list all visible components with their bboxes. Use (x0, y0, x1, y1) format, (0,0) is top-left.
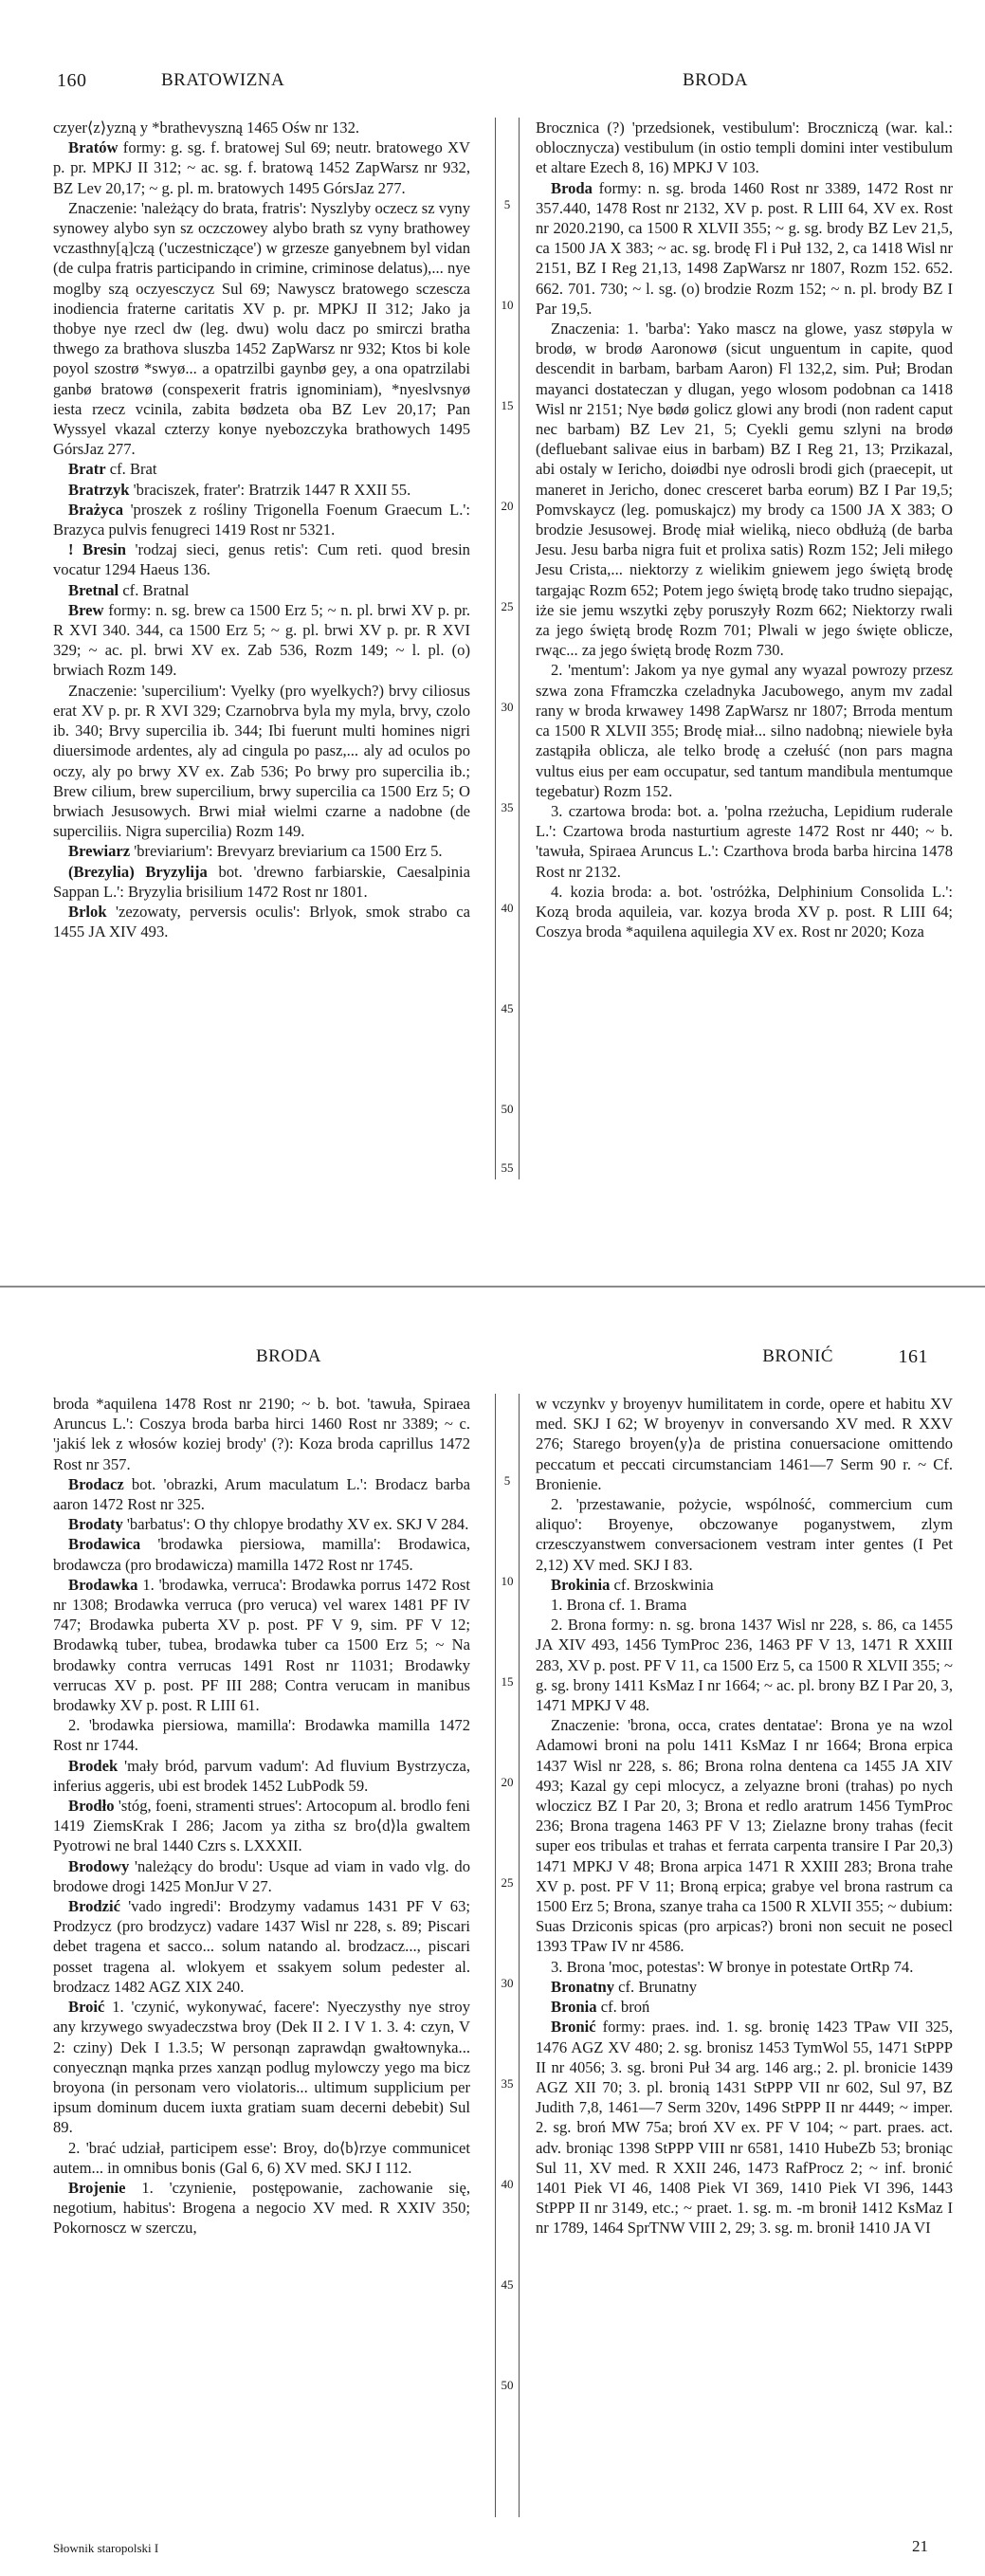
footer-series-title: Słownik staropolski I (53, 2541, 159, 2555)
line-number: 40 (501, 2177, 514, 2191)
line-number: 35 (501, 2076, 514, 2091)
line-number: 10 (501, 298, 514, 312)
page-number: 160 (57, 70, 87, 91)
footer-signature-number: 21 (912, 2537, 928, 2555)
entry-paragraph: broda *aquilena 1478 Rost nr 2190; ~ b. bot. 'tawuła, Spiraea Aruncus L.': Coszya broda barba hirci 1460 Rost nr 3389; ~ c. 'jakiś lek z włosów koziej brody' (?): Koza broda caprillus 1472 Rost nr 357. (53, 1395, 470, 1473)
line-number: 15 (501, 398, 514, 412)
entry-paragraph: Brewiarz 'breviarium': Brevyarz breviarium ca 1500 Erz 5. (68, 842, 443, 861)
entry-paragraph: Brodek 'mały bród, parvum vadum': Ad fluvium Bystrzycza, inferius aggeris, ubi est brodek 1452 LubPodk 59. (53, 1756, 470, 1795)
entry-paragraph: Bretnal cf. Bratnal (68, 580, 190, 599)
entry-paragraph: Brodowy 'należący do brodu': Usque ad viam in vado vlg. do brodowe drogi 1425 MonJur V 27. (53, 1856, 470, 1895)
right-column (536, 1394, 953, 2517)
entry-paragraph: Brojenie 1. 'czynienie, postępowanie, zachowanie się, negotium, habitus': Brogena a negocio XV med. R XXIV 350; Pokornoscz w szerczu, (53, 2178, 470, 2238)
line-number: 20 (501, 1775, 514, 1789)
entry-paragraph: Brażyca 'proszek z rośliny Trigonella Foenum Graecum L.': Brazyca pulvis fenugreci 1419 Rost nr 5321. (53, 500, 470, 539)
entry-paragraph: 2. 'przestawanie, pożycie, wspólność, commercium cum aliquo': Broyenye, obczowanye poganystwem, zlym crzesczyanstwem conversacionem vestram inter gentes (I Pet 2,12) XV med. SKJ I 83. (536, 1495, 953, 1574)
running-head (57, 70, 928, 95)
entry-paragraph: Znaczenie: 'brona, occa, crates dentatae': Brona ye na wzol Adamowi broni na polu 1411 KsMaz I nr 1664; Brona erpica 1437 Wisl nr 228, s. 86; Brona rolna dentena ca 1455 JA XIV 493; Kazal gy cepi mlocycz, a zelyazne broni (trahas) po nych wloczicz BZ I Par 20, 3; Brona et redlo aratrum 1456 TymProc 236; Brona tragena 1463 PF V 13; Zielazne brony trahas (fecit super eos tribulas et trahas et ferrata carpenta transire I Par 20,3) 1471 MPKJ V 48; Brona arpica 1471 R XXIII 283; Brona trahe XV p. post. PF V 11; Broną erpica; grabye vel brona rastrum ca 1500 Erz 5; Brona, szanye traha ca 1500 R XLVII 355; ~ dubium: Suas Drziconis spicas (pro arpicas?) broni non secuit ne posecl 1393 TPaw IV nr 4586. (536, 1716, 953, 1956)
entry-paragraph: Brodawka 1. 'brodawka, verruca': Brodawka porrus 1472 Rost nr 1308; Brodawka verruca (pro veruca) vel warex 1481 PF IV 747; Brodawka puberta XV p. post. PF V 9, sim. PF V 12; Brodawką tuber, tubea, brodawka tuber ca 1500 Erz 5; ~ Na brodawky contra verrucas 1491 Rost nr 11031; Brodawky verrucas XV p. post. PF III 288; Contra verucam in manibus brodawky XV p. post. R LIII 61. (53, 1575, 470, 1715)
entry-paragraph: 2. 'brodawka piersiowa, mamilla': Brodawka mamilla 1472 Rost nr 1744. (53, 1716, 470, 1755)
line-number: 50 (501, 2378, 514, 2392)
running-head-right: BRONIĆ (762, 1346, 833, 1366)
entry-paragraph: 2. 'brać udział, participem esse': Broy, do⟨b⟩rzye communicet autem... in omnibus bonis (Gal 6, 6) XV med. SKJ I 112. (53, 2138, 470, 2177)
entry-paragraph: Brokinia cf. Brzoskwinia (551, 1575, 714, 1594)
line-number: 55 (501, 1160, 514, 1175)
entry-paragraph: 2. Brona formy: n. sg. brona 1437 Wisl nr 228, s. 86, ca 1455 JA XIV 493, 1456 TymProc 236, 1463 PF V 13, 1471 R XXIII 283, XV p. post. PF V 11, ca 1500 Erz 5, ca 1500 R XLVII 355; ~ g. sg. brony 1411 KsMaz I nr 1664; ~ ac. pl. brony BZ I Par 20, 3, 1471 MPKJ V 48. (536, 1616, 953, 1715)
left-column (53, 1394, 470, 2517)
entry-paragraph: 3. czartowa broda: bot. a. 'polna rzeżucha, Lepidium ruderale L.': Czartowa broda nasturtium agreste 1472 Rost nr 440; ~ b. 'tawuła, Spiraea Aruncus L.': Czarthova broda barba hircina 1478 Rost nr 2132. (536, 801, 953, 881)
entry-paragraph: Bratrzyk 'braciszek, frater': Bratrzik 1447 R XXII 55. (68, 480, 411, 499)
entry-paragraph: Brodaty 'barbatus': O thy chlopye brodathy XV ex. SKJ V 284. (68, 1515, 469, 1534)
entry-paragraph: Brlok 'zezowaty, perversis oculis': Brlyok, smok strabo ca 1455 JA XIV 493. (53, 902, 470, 941)
entry-paragraph: 2. 'mentum': Jakom ya nye gymal any wyazal powrozy przesz szwa zona Fframczka czeladnyka Jacubowego, anym mv zadal rany w broda krwawey 1498 ZapWarsz nr 1807; Brroda mentum ca 1500 R XLVII 355; Brodę miał... silno nadobną; niewiele była zastąpiła oblicza, ale telko brodę a czełuść (non pars magna vultus eius per eam occupatur, sed tantum mandibula mentumque tegebatur) Rozm 152. (536, 661, 953, 800)
line-number: 40 (501, 901, 514, 915)
page-divider (0, 1286, 985, 1288)
entry-paragraph: Broda formy: n. sg. broda 1460 Rost nr 3389, 1472 Rost nr 357.440, 1478 Rost nr 2132, XV p. post. R LIII 64, XV ex. Rost nr 2020.2190, ca 1500 R XLVII 355; ~ g. sg. brody BZ Lev 21,5, ca 1500 JA X 383; ~ ac. sg. brodę Fl i Puł 132, 2, ca 1418 Wisl nr 2151, BZ I Reg 21,13, 1498 ZapWarsz nr 1807, Rozm 152. 652. 662. 701. 730; ~ l. sg. (o) brodzie Rozm 152; ~ n. pl. brody BZ I Par 19,5. (536, 178, 953, 318)
entry-paragraph: Znaczenie: 'należący do brata, fratris': Nyszlyby oczecz sz vyny synowey alybo syn sz oczczowey alybo brath sz vyny brathowey vczasthny[ą]czą ('uczestniczące') w grzesze ganyebnem byl vidan (de culpa fratris participando in crimine, criminose delatus),... nye moglby szą oczyesczycz Sul 69; Nawyscz bratowego sczescza inodiencia fraterne caritatis XV p. pr. MPKJ II 312; Jako ja thobye nye rzecl dw (leg. dwu) wolu dacz po smirczi bratha thwego za brathova sluszba 1452 ZapWarsz nr 932; Ktos bi kole poyol szostrø *swyø... a opatrzilbi gaynbø gey, a ona opatrzilabi ganbø bratowø (conspexerit fratris ignominiam), *nyeslvsnyø iesta rzecz vcinila, zabita bødzeta oba BZ Lev 20,17; Pan Wyssyel vkazal czterzy konye nyebozczyka brathowych 1495 GórsJaz 277. (53, 198, 470, 459)
entry-paragraph: Brodacz bot. 'obrazki, Arum maculatum L.': Brodacz barba aaron 1472 Rost nr 325. (53, 1474, 470, 1514)
left-column (53, 118, 470, 1179)
entry-paragraph: 3. Brona 'moc, potestas': W bronye in potestate OrtRp 74. (551, 1957, 914, 1976)
line-number-gutter (495, 118, 520, 1179)
entry-paragraph: 1. Brona cf. 1. Brama (551, 1596, 687, 1615)
right-column (536, 118, 953, 1179)
entry-paragraph: czyer⟨z⟩yzną y *brathevyszną 1465 Ośw nr 132. (53, 119, 360, 137)
entry-paragraph: (Brezylia) Bryzylija bot. 'drewno farbiarskie, Caesalpinia Sappan L.': Bryzylia brisilium 1472 Rost nr 1801. (53, 862, 470, 901)
entry-paragraph: Brodzić 'vado ingredi': Brodzymy vadamus 1431 PF V 63; Prodzycz (pro brodzycz) vadare 1437 Wisl nr 228, s. 89; Piscari debet tragena et sacco... solum natando al. brodzacz..., piscari posset tragena al. wlokyem et ssakyem solum pedester al. brodzacz 1482 AGZ XIX 240. (53, 1897, 470, 1996)
line-number: 15 (501, 1674, 514, 1689)
line-number-gutter (495, 1394, 520, 2517)
entry-paragraph: Broić 1. 'czynić, wykonywać, facere': Nyeczysthy nye stroy any krzywego swyadeczstwa broy (Dek II 2. I V 1. 3. 4: czyn, V 2: cziny) Dek I 1.3.5; W personąn zaprawdąn gwałtownyka... conyecznąn mąnka przes xanząn podlug mylowczy yego ma bicz broyona (in personam vero violatoris... ultimum supplicium per ipsum dominum ducem iuxta gratiam suam decerni debebit) Sul 89. (53, 1998, 470, 2137)
line-number: 5 (503, 1473, 511, 1488)
lower-dictionary-page (0, 1291, 985, 2576)
entry-paragraph: Brew formy: n. sg. brew ca 1500 Erz 5; ~ n. pl. brwi XV p. pr. R XVI 340. 344, ca 1500 Erz 5; ~ g. pl. brwi XV p. pr. R XVI 329; ~ ac. pl. brwi XV ex. Zab 536, Rozm 149; ~ l. pl. (o) brwiach Rozm 149. (53, 600, 470, 680)
line-number: 30 (501, 700, 514, 714)
page-number: 161 (898, 1346, 928, 1367)
entry-paragraph: Brodło 'stóg, foeni, stramenti strues': Artocopum al. brodlo feni 1419 ZiemsKrak I 286; Jacom ya zitha sz bro⟨d⟩la gwaltem Pyotrowi ne bral 1440 Czrs s. LXXXII. (53, 1797, 470, 1855)
line-number: 25 (501, 1875, 514, 1890)
line-number: 45 (501, 1001, 514, 1015)
entry-paragraph: ! Bresin 'rodzaj sieci, genus retis': Cum reti. quod bresin vocatur 1294 Haeus 136. (53, 540, 470, 579)
line-number: 20 (501, 499, 514, 513)
line-number: 50 (501, 1102, 514, 1116)
line-number: 10 (501, 1574, 514, 1588)
entry-paragraph: Brodawica 'brodawka piersiowa, mamilla': Brodawica, brodawcza (pro brodawicza) mamilla 1472 Rost nr 1745. (53, 1535, 470, 1574)
entry-paragraph: Bratr cf. Brat (68, 460, 157, 479)
entry-paragraph: Znaczenia: 1. 'barba': Yako mascz na glowe, yasz støpyla w brodø, w brodø Aaronowø (sicut unguentum in capite, quod descendit in barbam, barbam Aaron) Fl 132,2, sim. Puł; Brodan mayanci dostateczan y dlugan, yego wlosom podobnan ca 1418 Wisl nr 2151; Nye bødø golicz glowi any brodi (non radent caput nec barbam) BZ Lev 21, 5; Cyekli gemu szlyni na brodø (defluebant salivae eius in barbam) BZ I Reg 21, 13; Przikazal, abi ostaly w Iericho, doiødbi nye odrosli brodi gich (praecepit, ut maneret in Jericho, donec cresceret barba eorum) BZ I Par 19,5; Pomvskaycz (leg. pomuskajcz) my brody ca 1500 JA X 383; O brodzie Jesusowej. Brodę miał wieliką, nieco obdłużą (de barba Jesu. Jesu barba nigra fuit et prolixa satis) Rozm 152; Jeli miłego Jesu Crista,... niektorzy z wielikim gniewem jego świętą brodę targając Rozm 652; Potem jego świętą brodę tako trudno siepając, iże sie jemu wszytki zęby poruszyły Rozm 662; Niektorzy rwali za jego świętą brodę Rozm 701; Plwali w jego święte oblicze, rwąc... za jego świętą brodę Rozm 730. (536, 320, 953, 660)
entry-paragraph: Brocznica (?) 'przedsionek, vestibulum': Broczniczą (war. kal.: oblocznycza) vestibulum (in ostio templi domini inter vestibulum et altare Ezech 8, 16) MPKJ V 103. (536, 119, 953, 177)
entry-paragraph: Bronatny cf. Brunatny (551, 1977, 698, 1996)
entry-paragraph: w vczynkv y broyenyv humilitatem in corde, opere et habitu XV med. SKJ I 62; W broyenyv in conversando XV med. R XXV 276; Starego broyen⟨y⟩a de pristina conuersacione omittendo peccatum et peccati circumstanciam 1461—7 Serm 90 r. ~ Cf. Bronienie. (536, 1395, 953, 1493)
entry-paragraph: Bronić formy: praes. ind. 1. sg. bronię 1423 TPaw VII 325, 1476 AGZ XV 480; 2. sg. bronisz 1453 TymWol 55, 1471 StPPP II nr 4056; 3. sg. broni Puł 34 arg. 146 arg.; 2. pl. bronicie 1439 AGZ XII 70; 3. pl. bronią 1431 StPPP VII nr 602, Sul 97, BZ Judith 7,8, 1461—7 Serm 320v, 1496 StPPP II nr 4449; ~ imper. 2. sg. broń MW 75a; broń XV ex. PF V 104; ~ part. praes. act. adv. broniąc 1398 StPPP VIII nr 6581, 1410 HubeZb 53; broniąc Sul 11, XV med. R XXII 246, 1473 RafProcz 2; ~ inf. bronić 1401 Piek VI 46, 1408 Piek VI 369, 1410 Piek VI 396, 1443 StPPP II nr 3149, etc.; ~ praet. 1. sg. m. -m bronił 1412 KsMaz I nr 1789, 1464 SprTNW VIII 2, 29; 3. sg. m. bronił 1410 JA VI (536, 2018, 953, 2238)
entry-paragraph: 4. kozia broda: a. bot. 'ostróżka, Delphinium Consolida L.': Kozą broda aquileia, var. kozya broda XV p. post. R LIII 64; Coszya broda *aquilena aquilegia XV ex. Rost nr 2020; Koza (536, 882, 953, 941)
line-number: 35 (501, 800, 514, 814)
upper-dictionary-page (0, 0, 985, 1285)
line-number: 30 (501, 1976, 514, 1990)
line-number: 25 (501, 599, 514, 613)
entry-paragraph: Znaczenie: 'supercilium': Vyelky (pro wyelkych?) brvy ciliosus erat XV p. pr. R XVI 329; Czarnobrva byla my myla, brvy, czolo ib. 340; Brvy supercilia ib. 344; Ibi fuerunt multi homines nigri diuersimode ardentes, aly ad cingula po pasz,... aly ad oculos po oczy, aly po brwy XV ex. Zab 536; Po brwy pro supercilia ib.; Brew cilium, brew supercilium, brwy supercilia ca 1500 Erz 5; O brwiach Jesusowych. Brwi miał wielmi czarne a nadobne (de superciliis. Nigra supercilia) Rozm 149. (53, 681, 470, 841)
line-number: 5 (503, 197, 511, 211)
running-head-right: BRODA (682, 70, 748, 90)
running-head (57, 1346, 928, 1371)
running-head-left: BRODA (256, 1346, 322, 1366)
entry-paragraph: Bronia cf. broń (551, 1998, 650, 2017)
running-head-left: BRATOWIZNA (161, 70, 285, 90)
entry-paragraph: Bratów formy: g. sg. f. bratowej Sul 69; neutr. bratowego XV p. pr. MPKJ II 312; ~ ac. sg. f. bratową 1452 ZapWarsz nr 932, BZ Lev 20,17; ~ g. pl. m. bratowych 1495 GórsJaz 277. (53, 138, 470, 197)
line-number: 45 (501, 2277, 514, 2292)
